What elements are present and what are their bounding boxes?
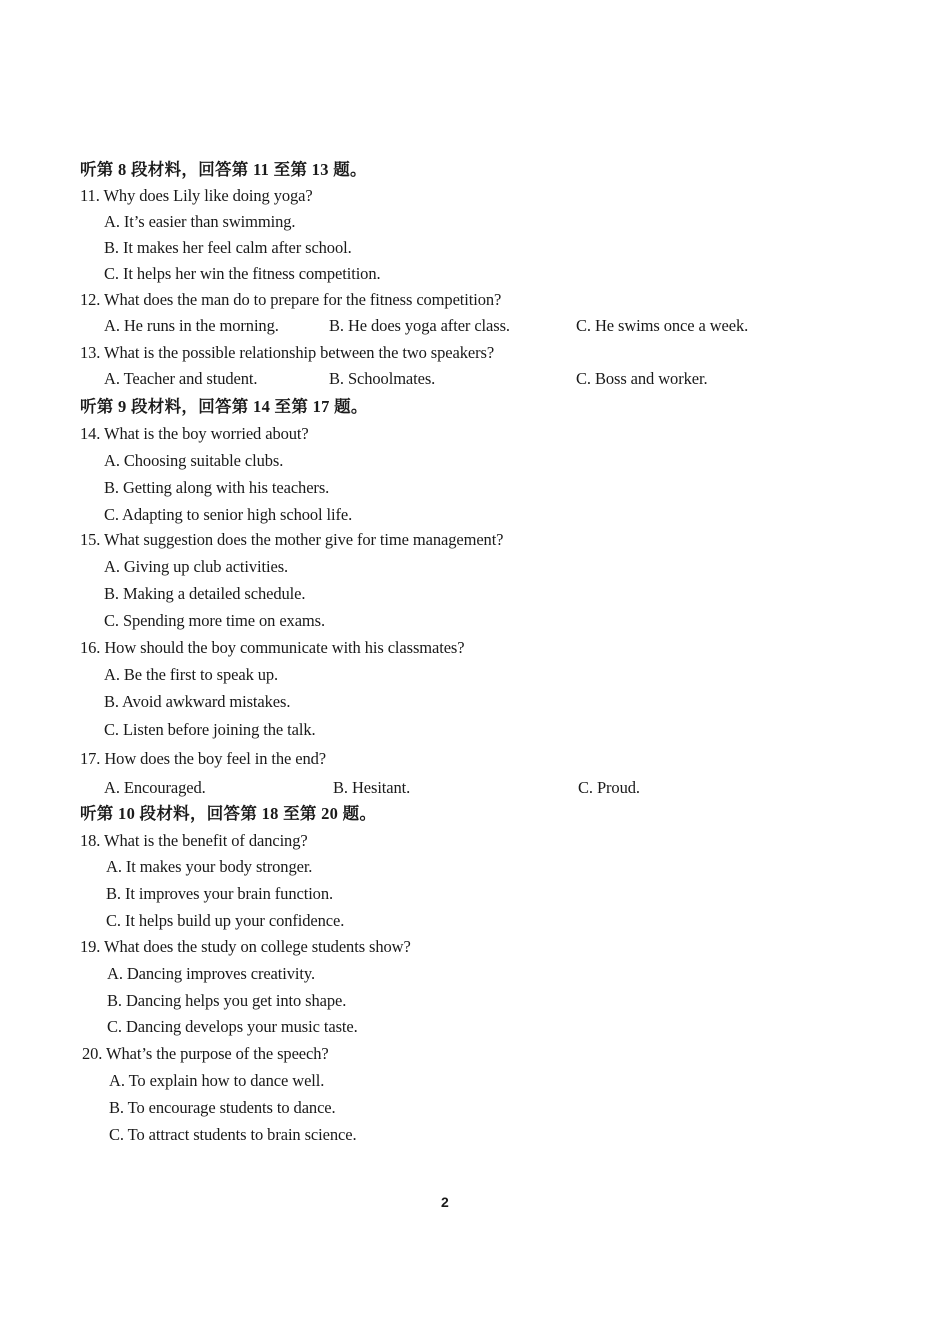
question-stem: 17. How does the boy feel in the end? [80, 749, 327, 768]
section-heading: 听第 8 段材料，回答第 11 至第 13 题。 [80, 160, 367, 179]
option-b: B. Hesitant. [333, 778, 411, 797]
option-b: B. It makes her feel calm after school. [104, 238, 352, 257]
question-stem: 19. What does the study on college students show? [80, 937, 411, 956]
option-b: B. It improves your brain function. [106, 884, 334, 903]
option-a: A. Be the first to speak up. [104, 665, 279, 684]
option-b: B. Dancing helps you get into shape. [107, 991, 347, 1010]
option-c: C. Boss and worker. [576, 369, 708, 388]
option-b: B. Avoid awkward mistakes. [104, 692, 291, 711]
question-stem: 12. What does the man do to prepare for the fitness competition? [80, 290, 502, 309]
option-c: C. To attract students to brain science. [109, 1125, 357, 1144]
question-stem: 20. What’s the purpose of the speech? [82, 1044, 329, 1063]
question-stem: 16. How should the boy communicate with his classmates? [80, 638, 465, 657]
option-a: A. Encouraged. [104, 778, 206, 797]
option-b: B. Making a detailed schedule. [104, 584, 306, 603]
option-c: C. It helps her win the fitness competition. [104, 264, 381, 283]
option-c: C. Adapting to senior high school life. [104, 505, 353, 524]
page-number: 2 [441, 1194, 449, 1210]
question-stem: 18. What is the benefit of dancing? [80, 831, 308, 850]
option-c: C. Proud. [578, 778, 640, 797]
option-c: C. Dancing develops your music taste. [107, 1017, 358, 1036]
option-a: A. He runs in the morning. [104, 316, 279, 335]
option-a: A. Teacher and student. [104, 369, 258, 388]
question-stem: 11. Why does Lily like doing yoga? [80, 186, 313, 205]
option-a: A. Giving up club activities. [104, 557, 289, 576]
option-a: A. It’s easier than swimming. [104, 212, 296, 231]
question-stem: 13. What is the possible relationship between the two speakers? [80, 343, 495, 362]
option-a: A. Dancing improves creativity. [107, 964, 315, 983]
option-a: A. It makes your body stronger. [106, 857, 313, 876]
option-b: B. To encourage students to dance. [109, 1098, 336, 1117]
option-a: A. To explain how to dance well. [109, 1071, 325, 1090]
option-c: C. Listen before joining the talk. [104, 720, 316, 739]
question-stem: 14. What is the boy worried about? [80, 424, 309, 443]
section-heading: 听第 10 段材料，回答第 18 至第 20 题。 [80, 804, 377, 823]
section-heading: 听第 9 段材料，回答第 14 至第 17 题。 [80, 397, 368, 416]
option-c: C. It helps build up your confidence. [106, 911, 345, 930]
option-c: C. He swims once a week. [576, 316, 749, 335]
option-b: B. Getting along with his teachers. [104, 478, 330, 497]
option-b: B. Schoolmates. [329, 369, 436, 388]
question-stem: 15. What suggestion does the mother give for time management? [80, 530, 504, 549]
option-a: A. Choosing suitable clubs. [104, 451, 284, 470]
option-c: C. Spending more time on exams. [104, 611, 325, 630]
option-b: B. He does yoga after class. [329, 316, 510, 335]
